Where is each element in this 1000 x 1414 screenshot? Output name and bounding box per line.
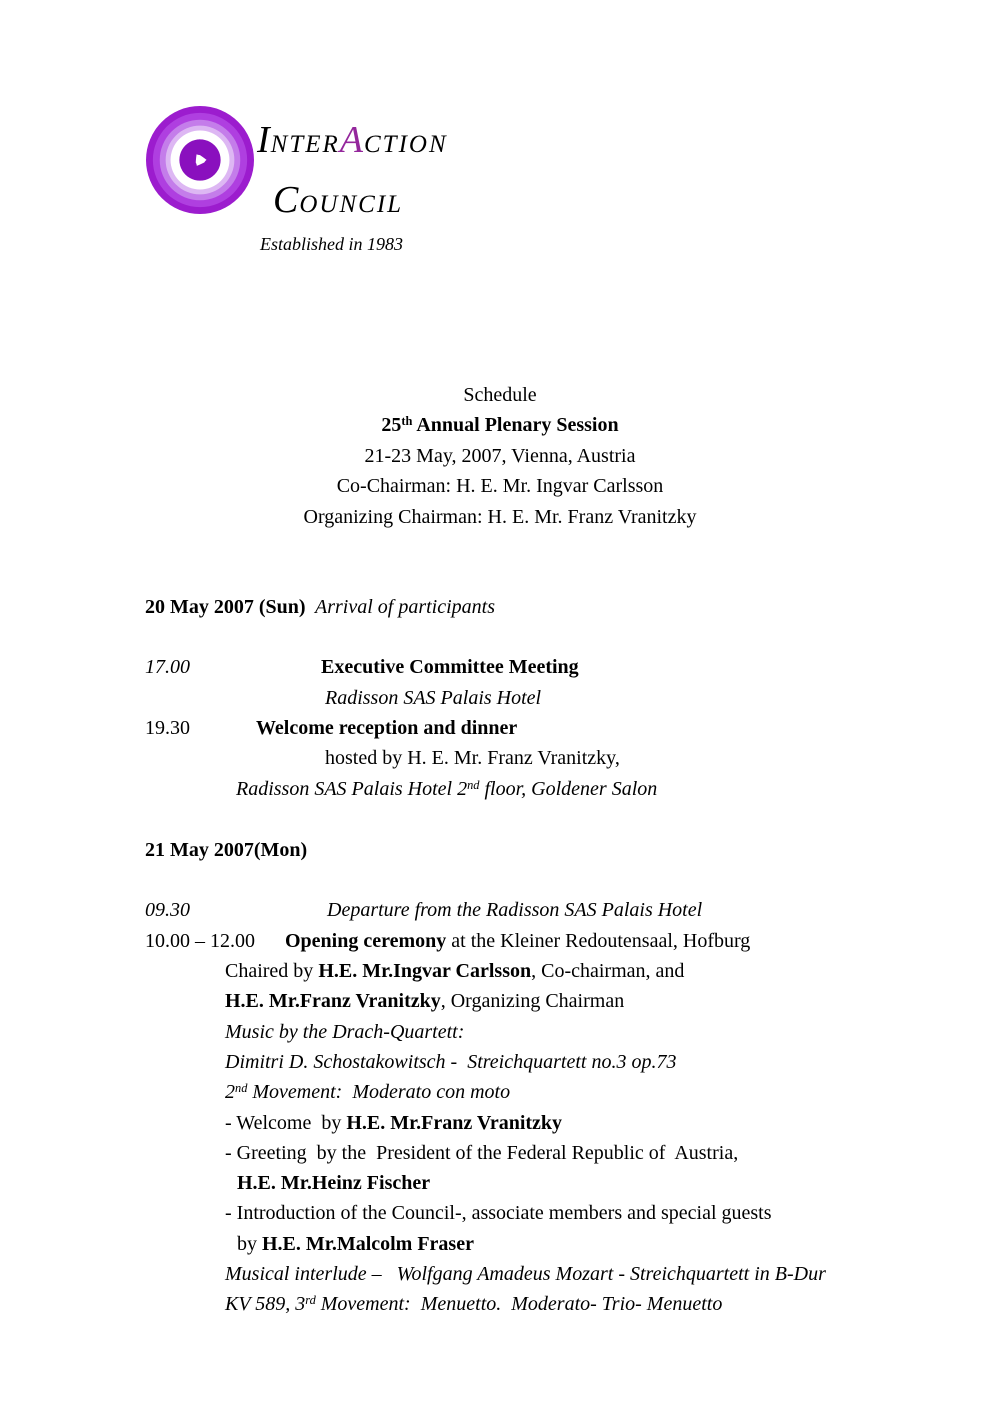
brand-ouncil: OUNCIL [299, 191, 404, 218]
day2-departure: Departure from the Radisson SAS Palais Hotel [327, 899, 703, 921]
day1-time-1700: 17.00 [145, 656, 190, 678]
day1-arrival: Arrival of participants [315, 596, 495, 618]
brand-letter-a: A [339, 119, 364, 161]
dinner-venue-ordinal: nd [467, 778, 480, 793]
fraser-name: H.E. Mr.Malcolm Fraser [262, 1233, 474, 1255]
day1-time-1930: 19.30 [145, 717, 190, 739]
co-chairman-line: Co-Chairman: H. E. Mr. Ingvar Carlsson [336, 475, 664, 497]
day1-exec-meeting: Executive Committee Meeting [321, 656, 579, 678]
day2-date: 21 May 2007(Mon) [145, 839, 308, 861]
day2-welcome-item [225, 1111, 562, 1135]
organizing-chairman-line: Organizing Chairman: H. E. Mr. Franz Vranitzky [303, 506, 697, 528]
day1-hosted-by: hosted by H. E. Mr. Franz Vranitzky, [325, 747, 620, 769]
session-title-rest: Annual Plenary Session [412, 414, 619, 436]
kv-rest: Movement: Menuetto. Moderato- Trio- Menuetto [315, 1293, 723, 1315]
chaired-name: H.E. Mr.Ingvar Carlsson [318, 960, 532, 982]
movement-ordinal: nd [235, 1081, 248, 1096]
vranitzky-post: , Organizing Chairman [440, 990, 625, 1012]
brand-letter-i: I [257, 119, 271, 161]
day2-opening-ceremony [285, 929, 750, 953]
day2-music-by: Music by the Drach-Quartett: [225, 1021, 465, 1043]
movement-num: 2 [225, 1081, 235, 1103]
day2-vranitzky-line [225, 989, 624, 1013]
day2-greeting-item: - Greeting by the President of the Federal Republic of Austria, [225, 1142, 739, 1164]
day2-fraser-line [237, 1232, 474, 1256]
opening-ceremony-rest: at the Kleiner Redoutensaal, Hofburg [446, 930, 751, 952]
day1-dinner-venue [236, 777, 657, 801]
day1-exec-venue: Radisson SAS Palais Hotel [325, 687, 542, 709]
welcome-pre: - Welcome by [225, 1112, 347, 1134]
day2-movement [225, 1080, 510, 1104]
day1-welcome-dinner: Welcome reception and dinner [256, 717, 518, 739]
brand-interaction [257, 121, 448, 167]
chaired-post: , Co-chairman, and [531, 960, 685, 982]
kv-pre: KV 589, 3 [225, 1293, 306, 1315]
day2-piece1: Dimitri D. Schostakowitsch - Streichquartett no.3 op.73 [225, 1051, 677, 1073]
brand-letter-c: C [273, 179, 300, 221]
session-number: 25 [381, 414, 402, 436]
day1-date: 20 May 2007 (Sun) [145, 596, 306, 618]
welcome-name: H.E. Mr.Franz Vranitzky [346, 1112, 563, 1134]
kv-ordinal: rd [305, 1293, 316, 1308]
day2-time-0930: 09.30 [145, 899, 190, 921]
day2-kv589 [225, 1292, 722, 1316]
session-ordinal: th [401, 414, 413, 429]
brand-council [273, 181, 403, 227]
brand-ction: CTION [364, 131, 448, 158]
session-title [0, 413, 1000, 437]
brand-nter: NTER [270, 131, 340, 158]
dinner-venue-post: floor, Goldener Salon [479, 778, 658, 800]
chaired-pre: Chaired by [225, 960, 319, 982]
session-date-location: 21-23 May, 2007, Vienna, Austria [364, 445, 636, 467]
day2-introduction-item: - Introduction of the Council-, associate members and special guests [225, 1202, 772, 1224]
day2-fischer-name: H.E. Mr.Heinz Fischer [237, 1172, 431, 1194]
vranitzky-name: H.E. Mr.Franz Vranitzky [225, 990, 441, 1012]
dinner-venue-pre: Radisson SAS Palais Hotel 2 [236, 778, 468, 800]
movement-rest: Movement: Moderato con moto [247, 1081, 511, 1103]
day2-chaired-by [225, 959, 684, 983]
swirl-ring-icon [146, 106, 254, 214]
opening-ceremony-bold: Opening ceremony [285, 930, 447, 952]
schedule-title: Schedule [463, 384, 537, 406]
day2-time-1000: 10.00 – 12.00 [145, 930, 255, 952]
interaction-council-logo [146, 106, 254, 214]
established-tagline: Established in 1983 [260, 234, 403, 254]
fraser-pre: by [237, 1233, 262, 1255]
day2-interlude: Musical interlude – Wolfgang Amadeus Mozart - Streichquartett in B-Dur [225, 1263, 826, 1285]
